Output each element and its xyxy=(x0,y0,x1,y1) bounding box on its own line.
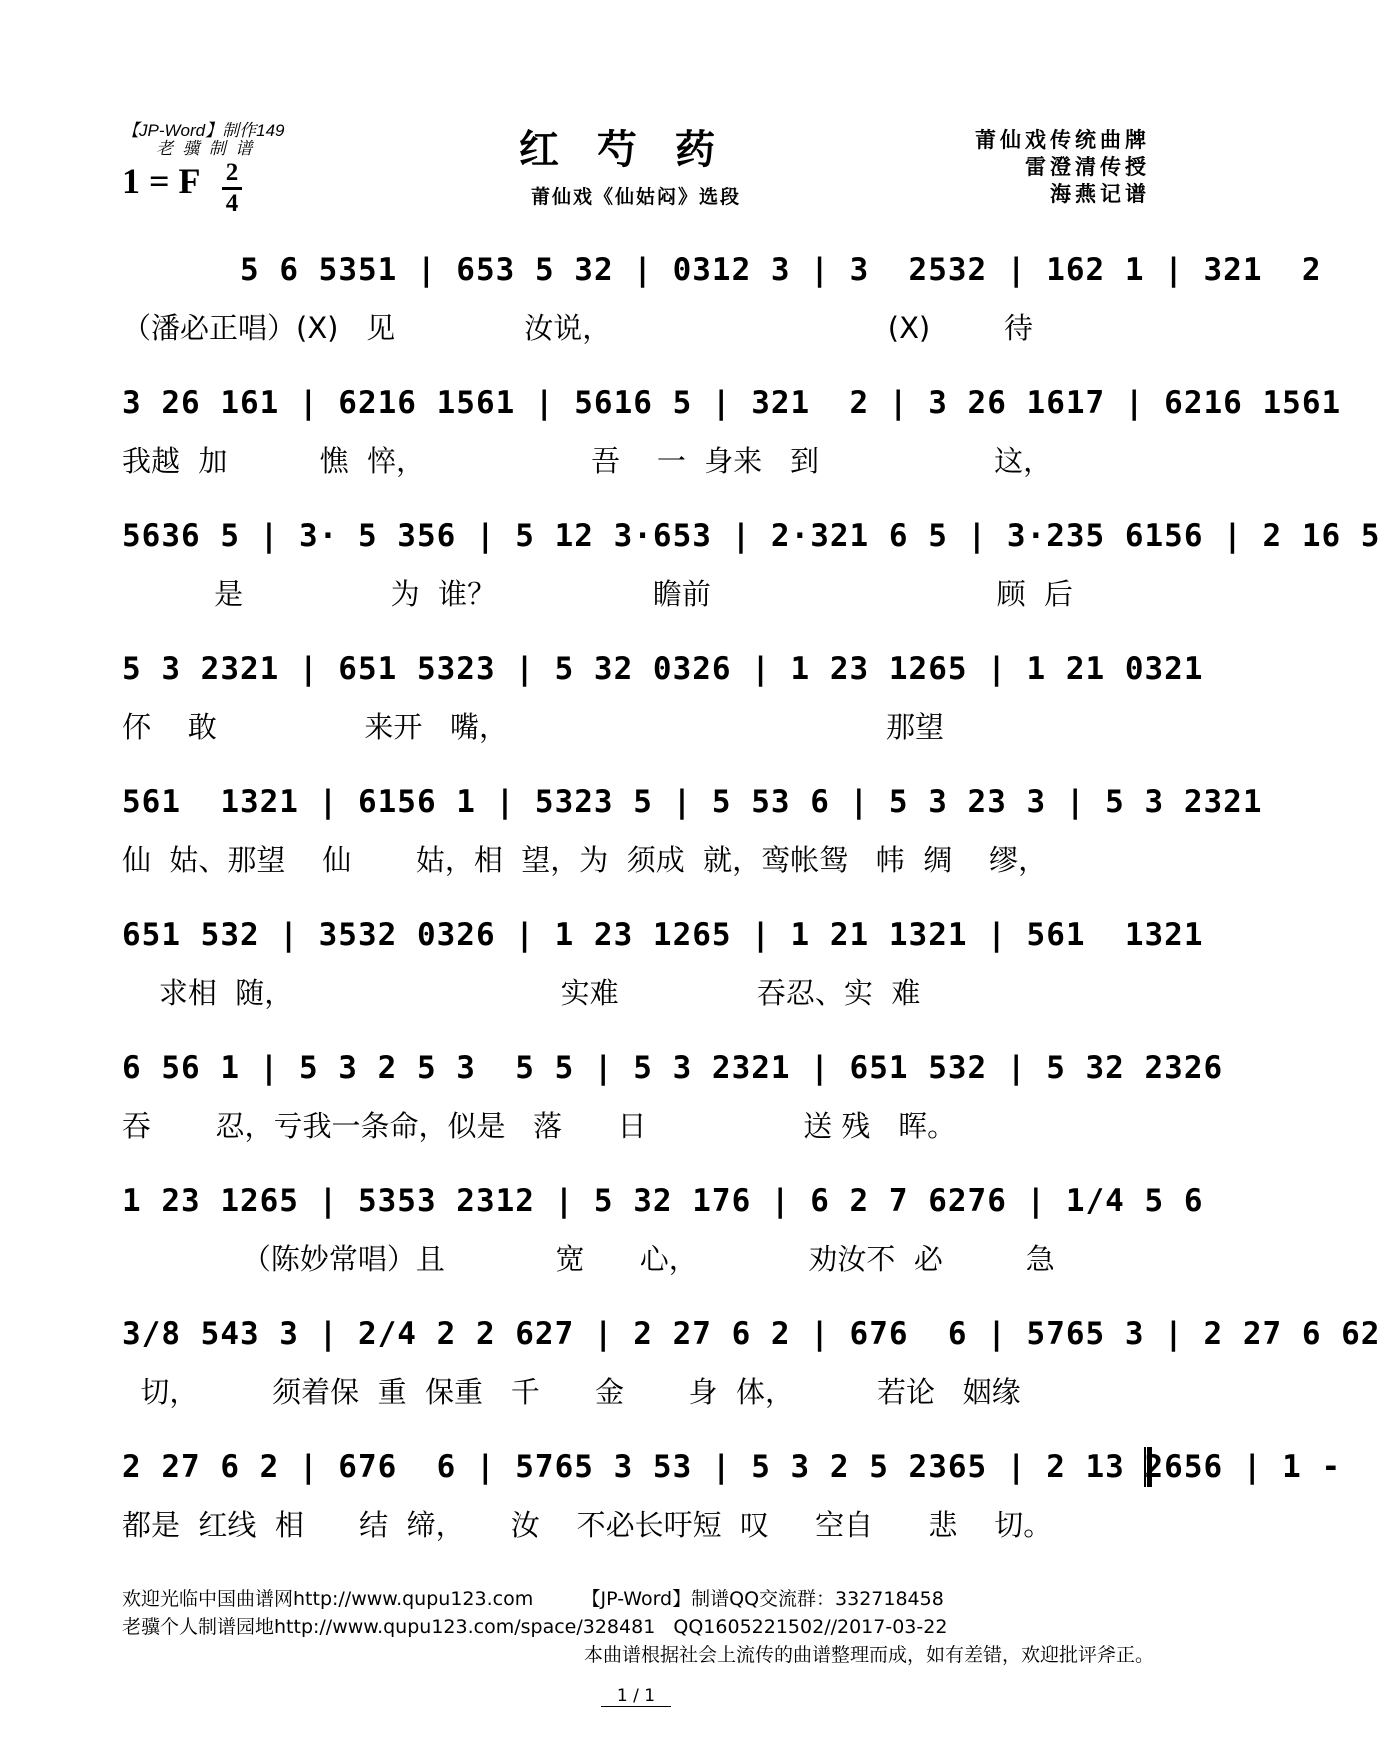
notation-line: 3/8 543 3 | 2/4 2 2 627 | 2 27 6 2 | 676 6 | 5765 3 | 2 27 6 62 xyxy=(122,1316,1380,1352)
footer-line-2: 老骥个人制谱园地http://www.qupu123.com/space/328481 QQ1605221502//2017-03-22 xyxy=(122,1616,948,1638)
key-signature: 1 = F xyxy=(122,161,201,201)
score-system xyxy=(122,893,1204,1026)
footer-site-link[interactable]: 欢迎光临中国曲谱网http://www.qupu123.com xyxy=(122,1588,534,1610)
scribe-credit: 老 骥 制 谱 xyxy=(156,139,255,159)
score-system xyxy=(122,1292,1380,1425)
lyrics-line: 是 为 谁？ 瞻前 顾 后 xyxy=(122,577,1074,611)
lyrics-line: 切， 须着保 重 保重 千 金 身 体， 若论 姻缘 xyxy=(122,1375,1021,1409)
footer-line-1 xyxy=(122,1585,1154,1613)
notation-line: 3 26 161 | 6216 1561 | 5616 5 | 321 2 | 3 26 1617 | 6216 1561 xyxy=(122,385,1342,421)
score-system xyxy=(122,1425,1342,1558)
notation-line: 5636 5 | 3· 5 356 | 5 12 3·653 | 2·321 6 5 | 3·235 6156 | 2 16 5 xyxy=(122,518,1380,554)
lyrics-line: 仙 姑、那望 仙 姑，相 望，为 须成 就，鸾帐鸳 帏 绸 缪， xyxy=(122,843,1048,877)
notation-line: 2 27 6 2 | 676 6 | 5765 3 53 | 5 3 2 5 2365 | 2 13 2656 | 1 - xyxy=(122,1449,1342,1485)
score xyxy=(122,228,1380,1558)
page-number: 1 / 1 xyxy=(0,1686,1272,1706)
score-system xyxy=(122,361,1342,494)
score-system xyxy=(122,1026,1224,1159)
source-credit: 莆仙戏传统曲牌 xyxy=(975,127,1150,152)
maker-line: 【JP-Word】制作149 xyxy=(122,121,285,140)
lyrics-line: （潘必正唱）(X) 见 汝说， (X) 待 xyxy=(122,311,1033,345)
teacher-credit: 雷澄清传授 xyxy=(1025,154,1150,179)
lyrics-line: （陈妙常唱）且 宽 心， 劝汝不 必 急 xyxy=(122,1242,1055,1276)
score-system xyxy=(122,494,1380,627)
final-barline xyxy=(1144,1447,1152,1487)
lyrics-line: 都是 红线 相 结 缔， 汝 不必长吁短 叹 空自 悲 切。 xyxy=(122,1508,1053,1542)
lyrics-line: 吞 忍，亏我一条命，似是 落 日 送 残 晖。 xyxy=(122,1109,957,1143)
meter-bottom: 4 xyxy=(225,190,239,217)
lyrics-line: 求相 随， 实难 吞忍、实 难 xyxy=(122,976,921,1010)
score-system xyxy=(122,1159,1204,1292)
lyrics-line: 我越 加 憔 悴， 吾 一 身来 到 这， xyxy=(122,444,1053,478)
transcriber-credit: 海燕记谱 xyxy=(1050,181,1150,206)
page-title: 红芍药 xyxy=(519,126,753,173)
notation-line: 5 3 2321 | 651 5323 | 5 32 0326 | 1 23 1265 | 1 21 0321 xyxy=(122,651,1204,687)
score-system xyxy=(122,228,1322,361)
notation-line: 1 23 1265 | 5353 2312 | 5 32 176 | 6 2 7 6276 | 1/4 5 6 xyxy=(122,1183,1204,1219)
notation-line: 651 532 | 3532 0326 | 1 23 1265 | 1 21 1321 | 561 1321 xyxy=(122,917,1204,953)
score-system xyxy=(122,760,1263,893)
notation-line: 6 56 1 | 5 3 2 5 3 5 5 | 5 3 2321 | 651 532 | 5 32 2326 xyxy=(122,1050,1224,1086)
notation-line: 5 6 5351 | 653 5 32 | 0312 3 | 3 2532 | 162 1 | 321 2 xyxy=(240,252,1322,288)
credits-right xyxy=(975,126,1150,207)
meter-top: 2 xyxy=(225,159,239,186)
footer-line-3: 本曲谱根据社会上流传的曲谱整理而成，如有差错，欢迎批评斧正。 xyxy=(583,1644,1154,1666)
score-system xyxy=(122,627,1204,760)
page-subtitle: 莆仙戏《仙姑闷》选段 xyxy=(530,186,741,208)
notation-line: 561 1321 | 6156 1 | 5323 5 | 5 53 6 | 5 3 23 3 | 5 3 2321 xyxy=(122,784,1263,820)
lyrics-line: 伓 敢 来开 嘴， 那望 xyxy=(122,710,944,744)
footer-qq-group: 【JP-Word】制谱QQ交流群：332718458 xyxy=(581,1588,944,1610)
